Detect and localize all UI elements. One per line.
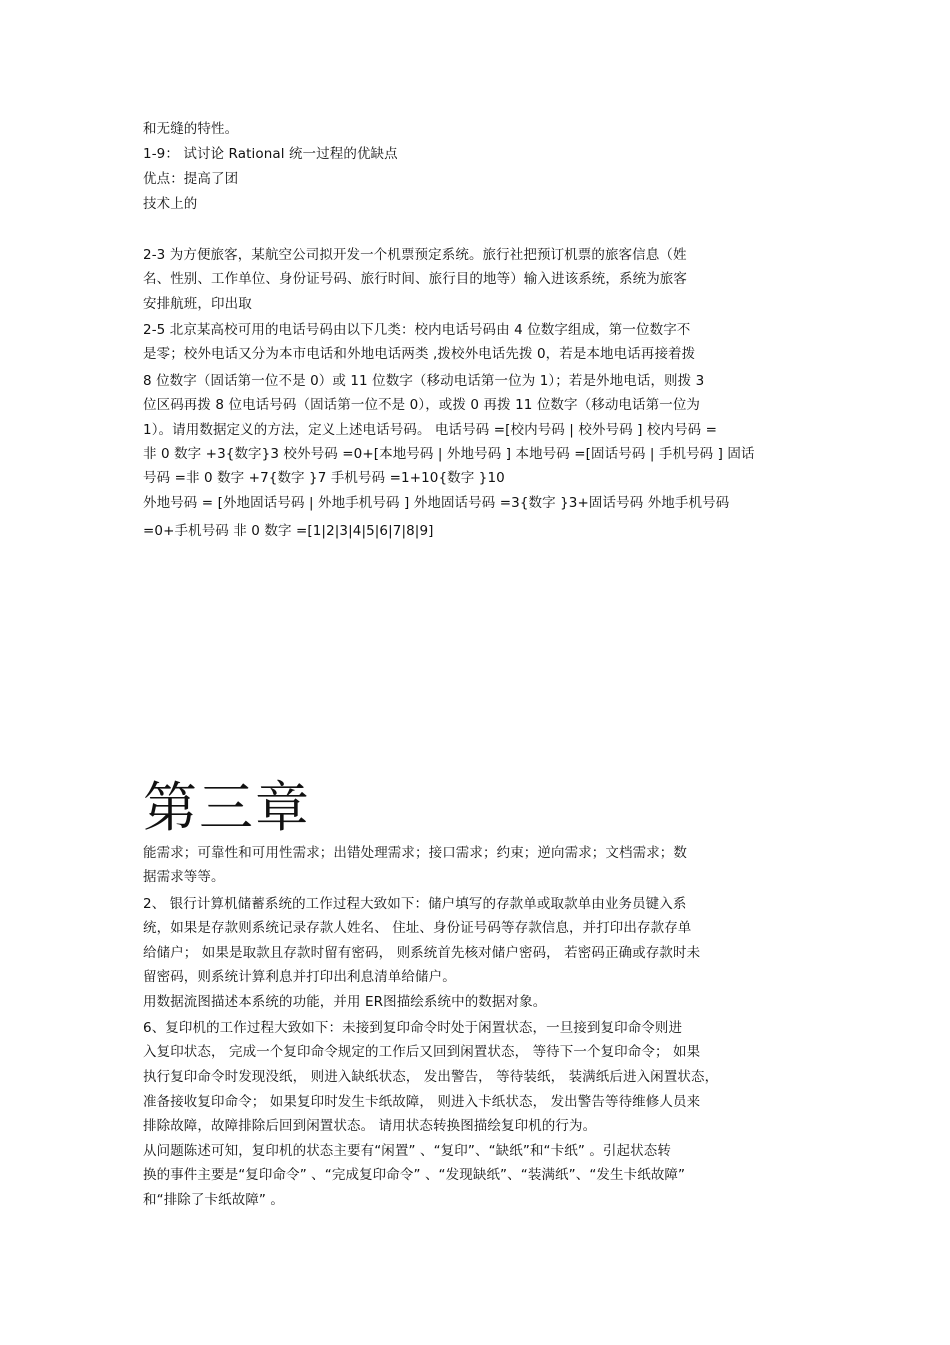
text-line: 号码 =非 0 数字 +7{数字 }7 手机号码 =1+10{数字 }10 bbox=[143, 470, 505, 486]
text-line: 优点：提高了团 bbox=[143, 171, 239, 187]
text-line: 安排航班，印出取 bbox=[143, 296, 252, 312]
text-line: 8 位数字（固话第一位不是 0）或 11 位数字（移动电话第一位为 1）；若是外地电话，则拨 3 bbox=[143, 373, 705, 389]
text-line: 留密码，则系统计算利息并打印出利息清单给储户。 bbox=[143, 969, 456, 985]
text-line: 名、性别、工作单位、身份证号码、旅行时间、旅行目的地等）输入进该系统，系统为旅客 bbox=[143, 271, 687, 287]
text-line: 2-5 北京某高校可用的电话号码由以下几类：校内电话号码由 4 位数字组成，第一位数字不 bbox=[143, 322, 691, 338]
text-line: 6、复印机的工作过程大致如下：未接到复印命令时处于闲置状态，一旦接到复印命令则进 bbox=[143, 1020, 683, 1036]
text-line: 和“排除了卡纸故障” 。 bbox=[143, 1192, 284, 1208]
text-line: 用数据流图描述本系统的功能，并用 ER图描绘系统中的数据对象。 bbox=[143, 994, 547, 1010]
text-line: 排除故障，故障排除后回到闲置状态。 请用状态转换图描绘复印机的行为。 bbox=[143, 1118, 597, 1134]
text-line: 1-9： 试讨论 Rational 统一过程的优缺点 bbox=[143, 146, 398, 162]
text-line: =0+手机号码 非 0 数字 =[1|2|3|4|5|6|7|8|9] bbox=[143, 523, 434, 539]
text-line: 1）。请用数据定义的方法，定义上述电话号码。 电话号码 =[校内号码 | 校外号码 ] 校内号码 = bbox=[143, 422, 718, 438]
chapter-title: 第三章 bbox=[143, 776, 311, 839]
text-line: 技术上的 bbox=[143, 196, 198, 212]
text-line: 给储户； 如果是取款且存款时留有密码， 则系统首先核对储户密码， 若密码正确或存款时未 bbox=[143, 945, 701, 961]
text-line: 外地号码 = [外地固话号码 | 外地手机号码 ] 外地固话号码 =3{数字 }3+固话号码 外地手机号码 bbox=[143, 495, 730, 511]
text-line: 换的事件主要是“复印命令” 、“完成复印命令” 、“发现缺纸”、“装满纸”、“发生卡纸故障” bbox=[143, 1167, 686, 1183]
text-line: 从问题陈述可知，复印机的状态主要有“闲置” 、“复印”、“缺纸”和“卡纸” 。引起状态转 bbox=[143, 1143, 671, 1159]
text-line: 据需求等等。 bbox=[143, 869, 225, 885]
text-line: 统，如果是存款则系统记录存款人姓名、 住址、身份证号码等存款信息，并打印出存款存单 bbox=[143, 920, 692, 936]
text-line: 是零；校外电话又分为本市电话和外地电话两类 ,拨校外电话先拨 0，若是本地电话再接着拨 bbox=[143, 346, 696, 362]
text-line: 入复印状态， 完成一个复印命令规定的工作后又回到闲置状态， 等待下一个复印命令； 如果 bbox=[143, 1044, 701, 1060]
text-line: 能需求；可靠性和可用性需求；出错处理需求；接口需求；约束；逆向需求；文档需求；数 bbox=[143, 845, 687, 861]
text-line: 执行复印命令时发现没纸， 则进入缺纸状态， 发出警告， 等待装纸， 装满纸后进入闲置状态， bbox=[143, 1069, 719, 1085]
text-line: 位区码再拨 8 位电话号码（固话第一位不是 0），或拨 0 再拨 11 位数字（移动电话第一位为 bbox=[143, 397, 701, 413]
text-line: 和无缝的特性。 bbox=[143, 121, 239, 137]
text-line: 准备接收复印命令； 如果复印时发生卡纸故障， 则进入卡纸状态， 发出警告等待维修人员来 bbox=[143, 1094, 701, 1110]
text-line: 非 0 数字 +3{数字}3 校外号码 =0+[本地号码 | 外地号码 ] 本地号码 =[固话号码 | 手机号码 ] 固话 bbox=[143, 446, 755, 462]
text-line: 2、 银行计算机储蓄系统的工作过程大致如下：储户填写的存款单或取款单由业务员键入系 bbox=[143, 896, 687, 912]
text-line: 2-3 为方便旅客，某航空公司拟开发一个机票预定系统。旅行社把预订机票的旅客信息（姓 bbox=[143, 247, 687, 263]
